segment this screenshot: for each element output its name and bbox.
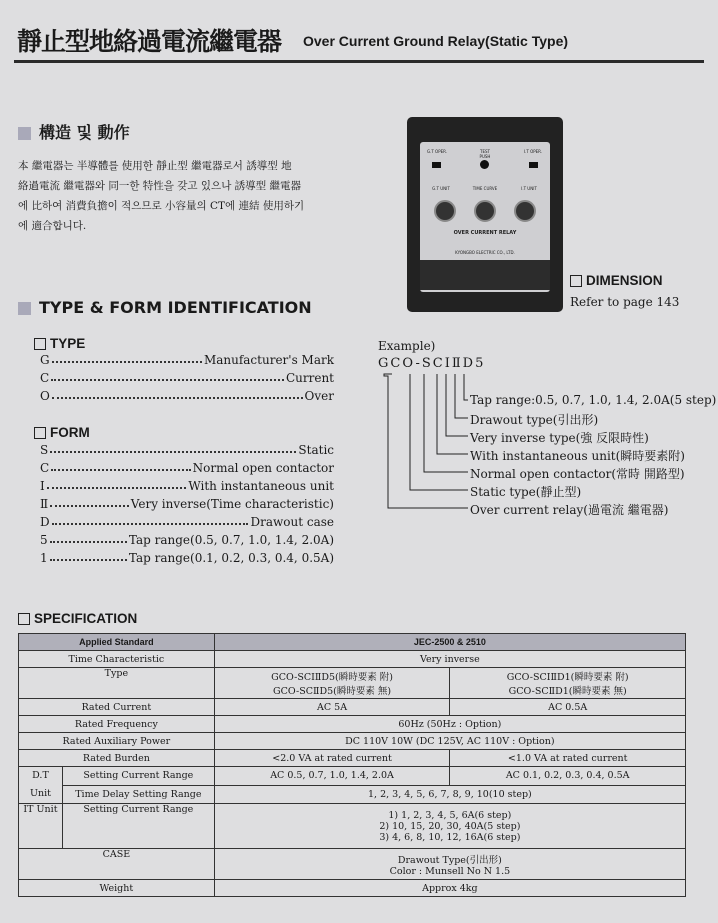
item-desc: Current <box>285 371 334 385</box>
table-cell: Time Delay Setting Range <box>62 785 214 804</box>
table-cell <box>214 804 685 849</box>
description-line: 에 比하여 消費負擔이 적으므로 小容量의 CT에 連結 使用하기 <box>18 200 305 212</box>
cell-line: 2) 10, 15, 20, 30, 40A(5 step) <box>379 820 521 832</box>
time-knob-icon <box>474 200 496 222</box>
table-row <box>19 733 686 750</box>
bracket-line-drawout <box>455 374 468 418</box>
cell-line: 3) 4, 6, 8, 10, 12, 16A(6 step) <box>379 831 521 843</box>
item-desc: Tap range(0.1, 0.2, 0.3, 0.4, 0.5A) <box>128 551 334 565</box>
cell-line: Color : Munsell No N 1.5 <box>389 865 511 877</box>
item-code: I <box>40 479 45 493</box>
table-cell: Type <box>19 668 215 699</box>
table-cell: Approx 4kg <box>214 880 685 897</box>
structure-description <box>18 156 338 236</box>
item-desc: With instantaneous unit <box>188 479 334 493</box>
dimension-heading <box>570 273 663 288</box>
table-cell: Applied Standard <box>19 634 215 651</box>
example-item: Normal open contactor(常時 開路型) <box>470 467 685 481</box>
type-form-heading <box>18 298 312 317</box>
type-form-heading-text: TYPE & FORM IDENTIFICATION <box>39 298 312 317</box>
example-item: Static type(靜止型) <box>470 485 582 499</box>
list-item <box>40 533 334 547</box>
table-cell: Rated Auxiliary Power <box>19 733 215 750</box>
table-row <box>19 651 686 668</box>
table-cell: IT Unit <box>19 804 63 849</box>
checkbox-icon <box>18 613 30 625</box>
example-label: Example) <box>378 339 436 353</box>
spec-label: SPECIFICATION <box>34 611 138 626</box>
dimension-ref: Refer to page 143 <box>570 295 680 309</box>
it-knob-icon <box>514 200 536 222</box>
test-label: TEST PUSH <box>479 149 491 159</box>
table-cell: <1.0 VA at rated current <box>450 750 686 767</box>
form-label: FORM <box>50 425 90 440</box>
item-code: G <box>40 353 50 367</box>
table-row <box>19 750 686 767</box>
bracket-line-instant <box>437 374 468 454</box>
table-cell: 60Hz (50Hz : Option) <box>214 716 685 733</box>
item-code: Ⅱ <box>40 497 49 511</box>
leader-dots <box>50 505 129 507</box>
form-heading <box>34 425 90 440</box>
item-code: 1 <box>40 551 48 565</box>
example-item: Very inverse type(強 反限時性) <box>470 431 649 445</box>
example-item: Tap range:0.5, 0.7, 1.0, 1.4, 2.0A(5 step) <box>470 393 717 407</box>
gt-unit-label: G.T UNIT <box>432 186 450 191</box>
checkbox-icon <box>34 338 46 350</box>
table-cell: Setting Current Range <box>62 767 214 786</box>
table-row <box>19 634 686 651</box>
relay-name: OVER CURRENT RELAY <box>453 230 517 236</box>
list-item <box>40 353 334 367</box>
list-item <box>40 371 334 385</box>
list-item <box>40 443 334 457</box>
checkbox-icon <box>34 427 46 439</box>
table-cell: 1, 2, 3, 4, 5, 6, 7, 8, 9, 10(10 step) <box>214 785 685 804</box>
example-item: Over current relay(過電流 繼電器) <box>470 503 669 517</box>
page-title: 靜止型地絡過電流繼電器 <box>17 27 282 56</box>
time-curve-label: TIME CURVE <box>472 186 498 191</box>
gt-oper-label: G.T OPER. <box>426 149 448 154</box>
table-cell: D.T Unit <box>19 767 63 804</box>
relay-photo <box>407 117 563 312</box>
structure-heading <box>18 120 130 143</box>
item-desc: Drawout case <box>250 515 334 529</box>
square-bullet-icon <box>18 302 31 315</box>
table-row <box>19 699 686 716</box>
item-code: O <box>40 389 50 403</box>
table-cell: CASE <box>19 849 215 880</box>
table-row <box>19 785 686 804</box>
example-item: Drawout type(引出形) <box>470 413 599 427</box>
cell-line: GCO-SCⅡD5(瞬時要素 無) <box>273 686 392 697</box>
it-indicator-icon <box>529 162 538 168</box>
leader-dots <box>51 469 190 471</box>
relay-maker: KYONGBO ELECTRIC CO., LTD. <box>455 250 515 255</box>
test-button-icon <box>480 160 489 169</box>
type-label: TYPE <box>50 336 86 351</box>
table-cell: JEC-2500 & 2510 <box>214 634 685 651</box>
table-cell: Rated Frequency <box>19 716 215 733</box>
table-row <box>19 880 686 897</box>
list-item <box>40 461 334 475</box>
bracket-line-static <box>410 374 468 490</box>
item-desc: Tap range(0.5, 0.7, 1.0, 1.4, 2.0A) <box>128 533 334 547</box>
item-desc: Static <box>298 443 334 457</box>
table-row <box>19 804 686 849</box>
description-line: 에 適合합니다. <box>18 220 87 232</box>
table-cell <box>214 849 685 880</box>
table-row <box>19 849 686 880</box>
it-unit-label: I.T UNIT <box>521 186 537 191</box>
table-row <box>19 767 686 786</box>
structure-heading-text: 構造 및 動作 <box>39 123 130 142</box>
spec-table <box>18 633 686 897</box>
type-heading <box>34 336 85 351</box>
table-cell: Rated Burden <box>19 750 215 767</box>
table-cell: DC 110V 10W (DC 125V, AC 110V : Option) <box>214 733 685 750</box>
list-item <box>40 479 334 493</box>
page-subtitle: Over Current Ground Relay(Static Type) <box>303 33 569 49</box>
it-oper-label: I.T OPER. <box>523 149 543 154</box>
description-line: 本 繼電器는 半導體를 使用한 靜止型 繼電器로서 誘導型 地 <box>18 160 292 172</box>
item-code: 5 <box>40 533 48 547</box>
table-cell <box>214 668 450 699</box>
bracket-line-tap <box>464 374 468 400</box>
example-item: With instantaneous unit(瞬時要素附) <box>470 449 685 463</box>
leader-dots <box>52 361 202 363</box>
leader-dots <box>51 379 284 381</box>
bracket-line-inverse <box>446 374 468 436</box>
dimension-label: DIMENSION <box>586 273 663 288</box>
table-cell <box>450 668 686 699</box>
item-desc: Normal open contactor <box>192 461 334 475</box>
leader-dots <box>50 541 127 543</box>
list-item <box>40 389 334 403</box>
leader-dots <box>50 559 127 561</box>
list-item <box>40 551 334 565</box>
item-code: S <box>40 443 49 457</box>
title-rule <box>14 60 704 63</box>
table-cell: Very inverse <box>214 651 685 668</box>
table-cell: AC 0.1, 0.2, 0.3, 0.4, 0.5A <box>450 767 686 786</box>
leader-dots <box>50 451 296 453</box>
example-bracket-lines <box>380 372 480 514</box>
item-code: C <box>40 371 50 385</box>
table-cell: AC 0.5A <box>450 699 686 716</box>
table-cell: AC 0.5, 0.7, 1.0, 1.4, 2.0A <box>214 767 450 786</box>
table-cell: Setting Current Range <box>62 804 214 849</box>
relay-face <box>420 142 550 292</box>
item-code: C <box>40 461 50 475</box>
table-cell: <2.0 VA at rated current <box>214 750 450 767</box>
leader-dots <box>47 487 187 489</box>
list-item <box>40 515 334 529</box>
leader-dots <box>52 523 249 525</box>
relay-bottom-band <box>420 260 550 290</box>
table-cell: AC 5A <box>214 699 450 716</box>
gt-indicator-icon <box>432 162 441 168</box>
checkbox-icon <box>570 275 582 287</box>
list-item <box>40 497 334 511</box>
example-code: GCO-SCIⅡD5 <box>378 356 486 371</box>
table-row <box>19 668 686 699</box>
cell-line: GCO-SCIⅡD1(瞬時要素 附) <box>506 672 629 683</box>
item-desc: Very inverse(Time characteristic) <box>130 497 334 511</box>
spec-heading <box>18 611 137 626</box>
description-line: 絡過電流 繼電器와 同一한 特性을 갖고 있으나 誘導型 繼電器 <box>18 180 302 192</box>
table-row <box>19 716 686 733</box>
cell-line: GCO-SCⅡD1(瞬時要素 無) <box>508 686 627 697</box>
cell-line: 1) 1, 2, 3, 4, 5, 6A(6 step) <box>388 809 512 821</box>
table-cell: Time Characteristic <box>19 651 215 668</box>
item-code: D <box>40 515 50 529</box>
table-cell: Weight <box>19 880 215 897</box>
gt-knob-icon <box>434 200 456 222</box>
cell-line: GCO-SCIⅡD5(瞬時要素 附) <box>271 672 393 683</box>
item-desc: Manufacturer's Mark <box>203 353 334 367</box>
square-bullet-icon <box>18 127 31 140</box>
leader-dots <box>52 397 303 399</box>
table-cell: Rated Current <box>19 699 215 716</box>
item-desc: Over <box>304 389 334 403</box>
cell-line: Drawout Type(引出形) <box>397 854 502 866</box>
